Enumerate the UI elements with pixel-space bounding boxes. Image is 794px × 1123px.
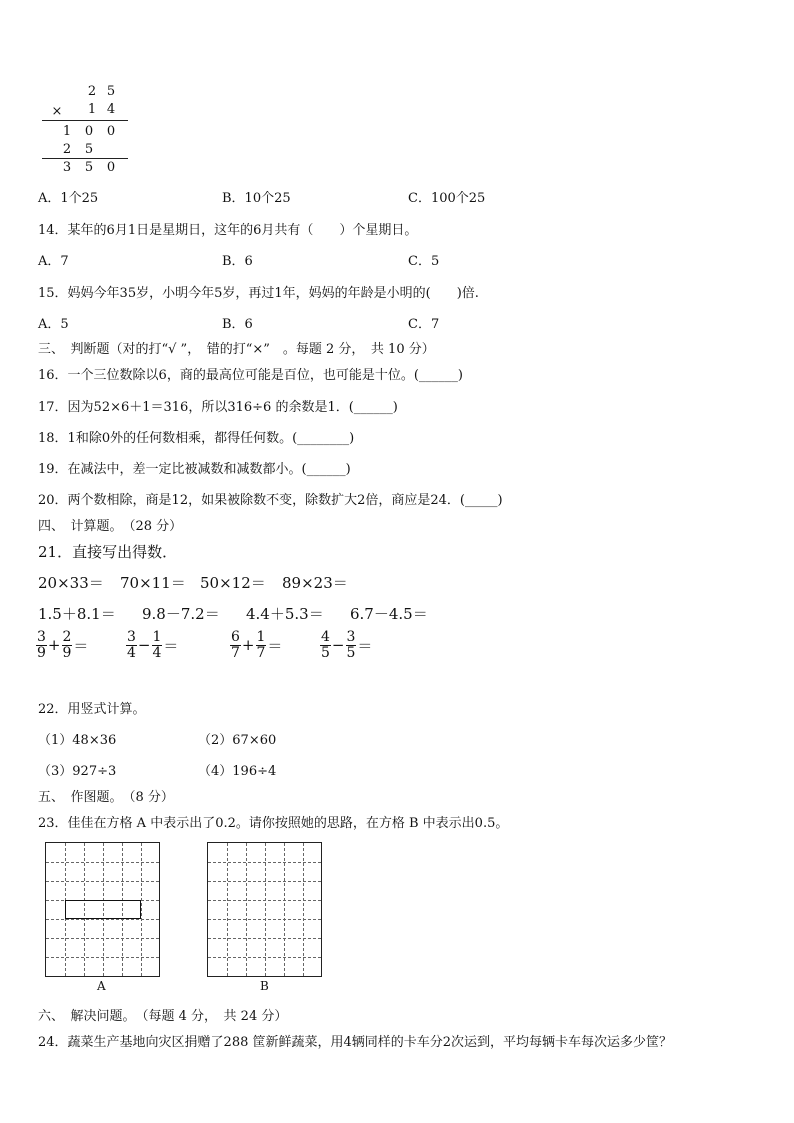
q22-item: （2）67×60 [198, 733, 277, 748]
digit: 1 [62, 124, 72, 139]
q21-expr: 70×11＝ [120, 574, 186, 592]
q23-text: 23．佳佳在方格 A 中表示出了0.2。请你按照她的思路，在方格 B 中表示出0.5。 [38, 816, 509, 831]
q15-option-b: B．6 [222, 317, 253, 332]
grid-a [45, 842, 160, 977]
q21-fraction-expr: $\frac{3}{4}$ − $\frac{1}{4}$ ＝ [127, 629, 179, 661]
fraction: $\frac{6}{7}$ [231, 629, 240, 661]
q13-option-a: A．1个25 [38, 191, 99, 206]
q20-text: 20．两个数相除，商是12，如果被除数不变，除数扩大2倍，商应是24．(_____) [38, 493, 503, 508]
digit: 5 [106, 84, 116, 99]
section-3-heading: 三、 判断题（对的打“√ ”， 错的打“×” 。每题 2 分， 共 10 分） [38, 342, 435, 357]
digit: 0 [106, 124, 116, 139]
q21-fraction-expr: $\frac{6}{7}$ + $\frac{1}{7}$ ＝ [231, 629, 283, 661]
digit: 5 [84, 160, 94, 175]
q22-item: （1）48×36 [38, 733, 117, 748]
q19-text: 19．在减法中，差一定比被减数和减数都小。(______) [38, 462, 351, 477]
q21-expr: 1.5＋8.1＝ [38, 605, 116, 623]
q21-expr: 9.8－7.2＝ [142, 605, 220, 623]
q22-item: （4）196÷4 [198, 764, 277, 779]
q21-expr: 20×33＝ [38, 574, 104, 592]
fraction: $\frac{1}{7}$ [256, 629, 266, 661]
q21-text: 21．直接写出得数． [38, 543, 178, 561]
q21-fraction-expr: $\frac{3}{9}$ + $\frac{2}{9}$ ＝ [37, 629, 89, 661]
q15-option-c: C．7 [408, 317, 440, 332]
shaded-region-0-2 [65, 900, 141, 919]
q22-text: 22．用竖式计算。 [38, 702, 146, 717]
q21-expr: 50×12＝ [200, 574, 266, 592]
fraction: $\frac{3}{4}$ [127, 629, 136, 661]
digit: 5 [84, 142, 94, 157]
q18-text: 18．1和除0外的任何数相乘，都得任何数。(________) [38, 431, 355, 446]
digit: 0 [106, 160, 116, 175]
digit: 2 [62, 142, 72, 157]
digit: 2 [87, 84, 97, 99]
q24-text: 24．蔬菜生产基地向灾区捐赠了288 筐新鲜蔬菜，用4辆同样的卡车分2次运到，平均每辆卡车每次运多少筐？ [38, 1035, 673, 1050]
grid-b [207, 842, 322, 977]
digit: 3 [62, 160, 72, 175]
section-5-heading: 五、 作图题。 （8 分） [38, 790, 174, 805]
grid-b-label: B [260, 979, 269, 993]
digit: 4 [106, 102, 116, 117]
section-4-heading: 四、 计算题。 （28 分） [38, 519, 183, 534]
fraction: $\frac{3}{5}$ [346, 629, 356, 661]
fraction: $\frac{3}{9}$ [37, 629, 46, 661]
q14-option-c: C．5 [408, 254, 440, 269]
times-sign: × [51, 104, 63, 119]
q21-fraction-expr: $\frac{4}{5}$ − $\frac{3}{5}$ ＝ [321, 629, 373, 661]
grid-a-label: A [97, 979, 106, 993]
q16-text: 16．一个三位数除以6，商的最高位可能是百位，也可能是十位。(______) [38, 368, 463, 383]
section-6-heading: 六、 解决问题。 （每题 4 分， 共 24 分） [38, 1009, 288, 1024]
digit: 0 [84, 124, 94, 139]
q17-text: 17．因为52×6＋1＝316，所以316÷6 的余数是1．(______) [38, 400, 398, 415]
q21-expr: 89×23＝ [282, 574, 348, 592]
q13-option-c: C．100个25 [408, 191, 486, 206]
q21-expr: 4.4＋5.3＝ [246, 605, 324, 623]
digit: 1 [87, 102, 97, 117]
q14-option-a: A．7 [38, 254, 69, 269]
q22-item: （3）927÷3 [38, 764, 117, 779]
fraction: $\frac{4}{5}$ [321, 629, 330, 661]
divider-line [42, 120, 128, 121]
q14-option-b: B．6 [222, 254, 253, 269]
q15-option-a: A．5 [38, 317, 69, 332]
divider-line [42, 158, 128, 159]
fraction: $\frac{2}{9}$ [62, 629, 72, 661]
q15-text: 15．妈妈今年35岁，小明今年5岁，再过1年，妈妈的年龄是小明的( )倍. [38, 286, 479, 301]
q14-text: 14．某年的6月1日是星期日，这年的6月共有（ ）个星期日。 [38, 223, 418, 238]
q13-option-b: B．10个25 [222, 191, 291, 206]
q21-expr: 6.7－4.5＝ [350, 605, 428, 623]
fraction: $\frac{1}{4}$ [152, 629, 162, 661]
